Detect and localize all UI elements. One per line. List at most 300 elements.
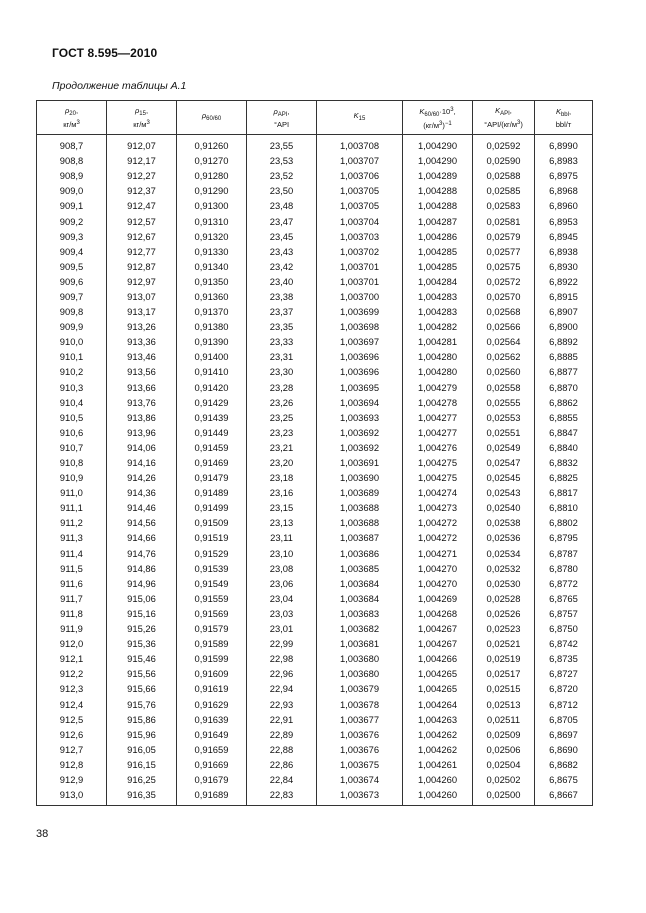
cell-rho20: 910,8 bbox=[37, 455, 107, 470]
table-row bbox=[37, 712, 593, 727]
cell-rho20: 909,4 bbox=[37, 244, 107, 259]
cell-rho15: 915,56 bbox=[107, 666, 177, 681]
cell-k6060: 1,004261 bbox=[403, 757, 473, 772]
cell-k-api: 0,02530 bbox=[473, 576, 535, 591]
cell-k6060: 1,004272 bbox=[403, 515, 473, 530]
cell-rho15: 913,36 bbox=[107, 334, 177, 349]
cell-rho15: 913,66 bbox=[107, 380, 177, 395]
cell-k15: 1,003677 bbox=[317, 712, 403, 727]
cell-rho-api: 23,50 bbox=[247, 183, 317, 198]
cell-k15: 1,003673 bbox=[317, 787, 403, 806]
cell-rho-api: 23,55 bbox=[247, 135, 317, 154]
cell-k-bbl: 6,8960 bbox=[535, 198, 593, 213]
cell-k-bbl: 6,8667 bbox=[535, 787, 593, 806]
cell-rho6060: 0,91300 bbox=[177, 198, 247, 213]
cell-k15: 1,003681 bbox=[317, 636, 403, 651]
cell-k6060: 1,004277 bbox=[403, 425, 473, 440]
table-row bbox=[37, 198, 593, 213]
cell-k-bbl: 6,8750 bbox=[535, 621, 593, 636]
cell-k6060: 1,004262 bbox=[403, 727, 473, 742]
cell-rho20: 912,5 bbox=[37, 712, 107, 727]
cell-rho6060: 0,91649 bbox=[177, 727, 247, 742]
cell-k-api: 0,02528 bbox=[473, 591, 535, 606]
cell-k6060: 1,004264 bbox=[403, 696, 473, 711]
cell-rho20: 913,0 bbox=[37, 787, 107, 806]
cell-rho-api: 22,83 bbox=[247, 787, 317, 806]
cell-k-bbl: 6,8870 bbox=[535, 380, 593, 395]
cell-rho20: 912,8 bbox=[37, 757, 107, 772]
table-row bbox=[37, 289, 593, 304]
table-row bbox=[37, 334, 593, 349]
cell-k6060: 1,004287 bbox=[403, 213, 473, 228]
cell-rho20: 911,0 bbox=[37, 485, 107, 500]
cell-rho20: 910,9 bbox=[37, 470, 107, 485]
cell-k-api: 0,02511 bbox=[473, 712, 535, 727]
cell-k-api: 0,02562 bbox=[473, 349, 535, 364]
cell-rho15: 912,77 bbox=[107, 244, 177, 259]
cell-rho20: 912,3 bbox=[37, 681, 107, 696]
cell-rho15: 915,96 bbox=[107, 727, 177, 742]
table-row bbox=[37, 727, 593, 742]
cell-rho6060: 0,91629 bbox=[177, 696, 247, 711]
cell-k-bbl: 6,8885 bbox=[535, 349, 593, 364]
table-row bbox=[37, 395, 593, 410]
cell-k6060: 1,004280 bbox=[403, 364, 473, 379]
cell-rho15: 912,07 bbox=[107, 135, 177, 154]
cell-rho-api: 23,52 bbox=[247, 168, 317, 183]
density-table bbox=[36, 100, 593, 806]
cell-rho20: 912,9 bbox=[37, 772, 107, 787]
cell-rho20: 912,1 bbox=[37, 651, 107, 666]
cell-k-api: 0,02500 bbox=[473, 787, 535, 806]
cell-k-bbl: 6,8877 bbox=[535, 364, 593, 379]
cell-rho20: 908,9 bbox=[37, 168, 107, 183]
cell-k15: 1,003678 bbox=[317, 696, 403, 711]
cell-rho15: 915,46 bbox=[107, 651, 177, 666]
cell-rho-api: 23,16 bbox=[247, 485, 317, 500]
cell-rho15: 915,26 bbox=[107, 621, 177, 636]
cell-rho20: 909,2 bbox=[37, 213, 107, 228]
cell-rho6060: 0,91310 bbox=[177, 213, 247, 228]
cell-rho-api: 22,99 bbox=[247, 636, 317, 651]
cell-k-api: 0,02568 bbox=[473, 304, 535, 319]
cell-k-api: 0,02558 bbox=[473, 380, 535, 395]
cell-k6060: 1,004281 bbox=[403, 334, 473, 349]
cell-rho-api: 23,45 bbox=[247, 229, 317, 244]
header-rho20: $\rho_{20}$, $кг/м^3$ bbox=[37, 101, 107, 135]
cell-k6060: 1,004272 bbox=[403, 530, 473, 545]
cell-k15: 1,003685 bbox=[317, 561, 403, 576]
table-row bbox=[37, 168, 593, 183]
table-row bbox=[37, 681, 593, 696]
cell-rho15: 912,17 bbox=[107, 153, 177, 168]
cell-rho15: 914,46 bbox=[107, 500, 177, 515]
cell-rho6060: 0,91360 bbox=[177, 289, 247, 304]
cell-rho6060: 0,91439 bbox=[177, 410, 247, 425]
table-row bbox=[37, 244, 593, 259]
cell-k-bbl: 6,8990 bbox=[535, 135, 593, 154]
cell-k-bbl: 6,8682 bbox=[535, 757, 593, 772]
cell-k15: 1,003675 bbox=[317, 757, 403, 772]
cell-k-api: 0,02523 bbox=[473, 621, 535, 636]
cell-k15: 1,003708 bbox=[317, 135, 403, 154]
table-row bbox=[37, 561, 593, 576]
cell-rho-api: 23,42 bbox=[247, 259, 317, 274]
table-row bbox=[37, 515, 593, 530]
cell-k-bbl: 6,8922 bbox=[535, 274, 593, 289]
cell-rho15: 916,05 bbox=[107, 742, 177, 757]
cell-rho20: 911,2 bbox=[37, 515, 107, 530]
cell-rho-api: 23,28 bbox=[247, 380, 317, 395]
cell-rho6060: 0,91579 bbox=[177, 621, 247, 636]
cell-rho-api: 23,33 bbox=[247, 334, 317, 349]
cell-k6060: 1,004279 bbox=[403, 380, 473, 395]
cell-k6060: 1,004283 bbox=[403, 289, 473, 304]
cell-rho-api: 23,31 bbox=[247, 349, 317, 364]
header-k-bbl: $K_{bbl}$, bbl/т bbox=[535, 101, 593, 135]
cell-rho-api: 22,86 bbox=[247, 757, 317, 772]
cell-rho6060: 0,91639 bbox=[177, 712, 247, 727]
header-k-api: $K_{API}$, $^\circ API/(кг/м^3)$ bbox=[473, 101, 535, 135]
cell-rho20: 909,5 bbox=[37, 259, 107, 274]
cell-k6060: 1,004267 bbox=[403, 621, 473, 636]
cell-rho15: 914,86 bbox=[107, 561, 177, 576]
cell-rho-api: 23,53 bbox=[247, 153, 317, 168]
cell-k15: 1,003686 bbox=[317, 546, 403, 561]
cell-k6060: 1,004269 bbox=[403, 591, 473, 606]
cell-k15: 1,003688 bbox=[317, 500, 403, 515]
cell-rho20: 912,6 bbox=[37, 727, 107, 742]
table-row bbox=[37, 757, 593, 772]
cell-k-bbl: 6,8907 bbox=[535, 304, 593, 319]
cell-k-bbl: 6,8945 bbox=[535, 229, 593, 244]
cell-k15: 1,003700 bbox=[317, 289, 403, 304]
table-row bbox=[37, 636, 593, 651]
cell-k-bbl: 6,8795 bbox=[535, 530, 593, 545]
cell-k-bbl: 6,8900 bbox=[535, 319, 593, 334]
cell-k6060: 1,004288 bbox=[403, 198, 473, 213]
cell-k-api: 0,02502 bbox=[473, 772, 535, 787]
cell-rho6060: 0,91270 bbox=[177, 153, 247, 168]
cell-rho20: 910,6 bbox=[37, 425, 107, 440]
cell-rho6060: 0,91659 bbox=[177, 742, 247, 757]
cell-rho6060: 0,91669 bbox=[177, 757, 247, 772]
cell-k-bbl: 6,8780 bbox=[535, 561, 593, 576]
table-row bbox=[37, 213, 593, 228]
cell-k15: 1,003680 bbox=[317, 666, 403, 681]
table-row bbox=[37, 274, 593, 289]
cell-rho15: 915,86 bbox=[107, 712, 177, 727]
table-row bbox=[37, 440, 593, 455]
table-row bbox=[37, 183, 593, 198]
cell-k-bbl: 6,8832 bbox=[535, 455, 593, 470]
cell-k-api: 0,02526 bbox=[473, 606, 535, 621]
cell-k-api: 0,02513 bbox=[473, 696, 535, 711]
table-row bbox=[37, 135, 593, 154]
cell-k15: 1,003703 bbox=[317, 229, 403, 244]
cell-rho15: 914,16 bbox=[107, 455, 177, 470]
cell-rho6060: 0,91689 bbox=[177, 787, 247, 806]
cell-rho-api: 23,13 bbox=[247, 515, 317, 530]
cell-rho6060: 0,91410 bbox=[177, 364, 247, 379]
cell-rho-api: 23,18 bbox=[247, 470, 317, 485]
cell-k15: 1,003702 bbox=[317, 244, 403, 259]
cell-rho6060: 0,91619 bbox=[177, 681, 247, 696]
cell-k15: 1,003696 bbox=[317, 349, 403, 364]
cell-k-api: 0,02545 bbox=[473, 470, 535, 485]
page-number: 38 bbox=[36, 828, 49, 840]
table-row bbox=[37, 591, 593, 606]
cell-rho20: 908,8 bbox=[37, 153, 107, 168]
cell-rho20: 909,6 bbox=[37, 274, 107, 289]
cell-k15: 1,003693 bbox=[317, 410, 403, 425]
cell-k15: 1,003676 bbox=[317, 727, 403, 742]
cell-k-bbl: 6,8727 bbox=[535, 666, 593, 681]
cell-rho20: 911,1 bbox=[37, 500, 107, 515]
cell-k15: 1,003699 bbox=[317, 304, 403, 319]
cell-k6060: 1,004260 bbox=[403, 787, 473, 806]
cell-rho6060: 0,91350 bbox=[177, 274, 247, 289]
cell-rho15: 914,66 bbox=[107, 530, 177, 545]
table-row bbox=[37, 485, 593, 500]
cell-rho20: 910,4 bbox=[37, 395, 107, 410]
cell-k6060: 1,004283 bbox=[403, 304, 473, 319]
cell-rho6060: 0,91390 bbox=[177, 334, 247, 349]
cell-k6060: 1,004267 bbox=[403, 636, 473, 651]
cell-rho6060: 0,91559 bbox=[177, 591, 247, 606]
cell-rho6060: 0,91449 bbox=[177, 425, 247, 440]
cell-rho6060: 0,91380 bbox=[177, 319, 247, 334]
cell-rho-api: 22,88 bbox=[247, 742, 317, 757]
cell-k6060: 1,004286 bbox=[403, 229, 473, 244]
cell-k6060: 1,004266 bbox=[403, 651, 473, 666]
cell-rho6060: 0,91429 bbox=[177, 395, 247, 410]
cell-k-api: 0,02549 bbox=[473, 440, 535, 455]
cell-k-api: 0,02555 bbox=[473, 395, 535, 410]
cell-k6060: 1,004278 bbox=[403, 395, 473, 410]
cell-rho20: 911,8 bbox=[37, 606, 107, 621]
table-row bbox=[37, 410, 593, 425]
cell-k-bbl: 6,8930 bbox=[535, 259, 593, 274]
cell-k-bbl: 6,8817 bbox=[535, 485, 593, 500]
cell-rho15: 912,57 bbox=[107, 213, 177, 228]
cell-k15: 1,003701 bbox=[317, 259, 403, 274]
cell-k6060: 1,004290 bbox=[403, 153, 473, 168]
cell-k6060: 1,004277 bbox=[403, 410, 473, 425]
cell-rho15: 913,96 bbox=[107, 425, 177, 440]
cell-k-api: 0,02536 bbox=[473, 530, 535, 545]
table-row bbox=[37, 666, 593, 681]
cell-rho15: 912,87 bbox=[107, 259, 177, 274]
cell-k-api: 0,02579 bbox=[473, 229, 535, 244]
cell-rho15: 913,86 bbox=[107, 410, 177, 425]
table-row bbox=[37, 259, 593, 274]
cell-rho6060: 0,91609 bbox=[177, 666, 247, 681]
cell-k-bbl: 6,8765 bbox=[535, 591, 593, 606]
cell-k15: 1,003704 bbox=[317, 213, 403, 228]
cell-k-bbl: 6,8968 bbox=[535, 183, 593, 198]
cell-rho-api: 23,03 bbox=[247, 606, 317, 621]
cell-rho20: 910,2 bbox=[37, 364, 107, 379]
cell-rho-api: 23,47 bbox=[247, 213, 317, 228]
cell-rho6060: 0,91320 bbox=[177, 229, 247, 244]
table-row bbox=[37, 576, 593, 591]
cell-rho-api: 23,38 bbox=[247, 289, 317, 304]
cell-k6060: 1,004290 bbox=[403, 135, 473, 154]
standard-title: ГОСТ 8.595—2010 bbox=[52, 46, 158, 60]
cell-k-api: 0,02560 bbox=[473, 364, 535, 379]
cell-k6060: 1,004285 bbox=[403, 244, 473, 259]
cell-rho20: 910,1 bbox=[37, 349, 107, 364]
cell-rho-api: 22,93 bbox=[247, 696, 317, 711]
cell-k15: 1,003692 bbox=[317, 425, 403, 440]
cell-k-bbl: 6,8712 bbox=[535, 696, 593, 711]
cell-k15: 1,003701 bbox=[317, 274, 403, 289]
cell-rho-api: 23,43 bbox=[247, 244, 317, 259]
cell-k-api: 0,02504 bbox=[473, 757, 535, 772]
cell-rho-api: 23,35 bbox=[247, 319, 317, 334]
table-row bbox=[37, 319, 593, 334]
cell-rho6060: 0,91569 bbox=[177, 606, 247, 621]
cell-rho-api: 22,96 bbox=[247, 666, 317, 681]
cell-rho20: 912,7 bbox=[37, 742, 107, 757]
cell-k15: 1,003682 bbox=[317, 621, 403, 636]
table-row bbox=[37, 229, 593, 244]
cell-k15: 1,003692 bbox=[317, 440, 403, 455]
cell-k-bbl: 6,8892 bbox=[535, 334, 593, 349]
header-k6060: $K_{60/60}\cdot 10^3$, $(кг/м^3)^{-1}$ bbox=[403, 101, 473, 135]
cell-rho15: 915,36 bbox=[107, 636, 177, 651]
cell-k-api: 0,02551 bbox=[473, 425, 535, 440]
table-row bbox=[37, 772, 593, 787]
table-row bbox=[37, 500, 593, 515]
cell-k15: 1,003688 bbox=[317, 515, 403, 530]
table-row bbox=[37, 425, 593, 440]
cell-k-bbl: 6,8675 bbox=[535, 772, 593, 787]
table-row bbox=[37, 696, 593, 711]
cell-rho15: 915,06 bbox=[107, 591, 177, 606]
cell-rho20: 909,0 bbox=[37, 183, 107, 198]
cell-rho20: 909,7 bbox=[37, 289, 107, 304]
cell-rho6060: 0,91260 bbox=[177, 135, 247, 154]
cell-rho6060: 0,91400 bbox=[177, 349, 247, 364]
header-rho15: $\rho_{15}$, $кг/м^3$ bbox=[107, 101, 177, 135]
cell-k15: 1,003707 bbox=[317, 153, 403, 168]
cell-k-bbl: 6,8735 bbox=[535, 651, 593, 666]
cell-k6060: 1,004276 bbox=[403, 440, 473, 455]
cell-rho15: 915,76 bbox=[107, 696, 177, 711]
cell-k-api: 0,02543 bbox=[473, 485, 535, 500]
cell-k-bbl: 6,8742 bbox=[535, 636, 593, 651]
cell-rho15: 914,26 bbox=[107, 470, 177, 485]
cell-rho6060: 0,91499 bbox=[177, 500, 247, 515]
cell-k-api: 0,02517 bbox=[473, 666, 535, 681]
cell-k-api: 0,02566 bbox=[473, 319, 535, 334]
cell-rho-api: 23,11 bbox=[247, 530, 317, 545]
header-k15: $K_{15}$ bbox=[317, 101, 403, 135]
header-rho-api: $\rho_{API}$, °API bbox=[247, 101, 317, 135]
cell-k6060: 1,004263 bbox=[403, 712, 473, 727]
table-row bbox=[37, 364, 593, 379]
cell-k15: 1,003676 bbox=[317, 742, 403, 757]
table-row bbox=[37, 455, 593, 470]
cell-rho20: 910,3 bbox=[37, 380, 107, 395]
cell-k-api: 0,02583 bbox=[473, 198, 535, 213]
cell-rho6060: 0,91469 bbox=[177, 455, 247, 470]
cell-rho6060: 0,91420 bbox=[177, 380, 247, 395]
cell-rho20: 911,3 bbox=[37, 530, 107, 545]
cell-k15: 1,003691 bbox=[317, 455, 403, 470]
cell-k-bbl: 6,8720 bbox=[535, 681, 593, 696]
cell-k6060: 1,004275 bbox=[403, 470, 473, 485]
cell-k-api: 0,02592 bbox=[473, 135, 535, 154]
cell-k6060: 1,004270 bbox=[403, 561, 473, 576]
cell-k6060: 1,004273 bbox=[403, 500, 473, 515]
cell-rho20: 911,5 bbox=[37, 561, 107, 576]
cell-k-bbl: 6,8705 bbox=[535, 712, 593, 727]
cell-k15: 1,003705 bbox=[317, 198, 403, 213]
cell-k-bbl: 6,8847 bbox=[535, 425, 593, 440]
cell-rho15: 914,76 bbox=[107, 546, 177, 561]
cell-k-bbl: 6,8915 bbox=[535, 289, 593, 304]
cell-k15: 1,003689 bbox=[317, 485, 403, 500]
cell-k-api: 0,02540 bbox=[473, 500, 535, 515]
cell-rho-api: 22,89 bbox=[247, 727, 317, 742]
cell-rho-api: 23,10 bbox=[247, 546, 317, 561]
cell-rho15: 913,56 bbox=[107, 364, 177, 379]
table-body bbox=[37, 135, 593, 806]
cell-rho20: 909,8 bbox=[37, 304, 107, 319]
cell-rho6060: 0,91489 bbox=[177, 485, 247, 500]
cell-rho-api: 23,48 bbox=[247, 198, 317, 213]
cell-k-api: 0,02570 bbox=[473, 289, 535, 304]
cell-rho15: 914,56 bbox=[107, 515, 177, 530]
cell-k-api: 0,02553 bbox=[473, 410, 535, 425]
cell-k6060: 1,004280 bbox=[403, 349, 473, 364]
cell-k15: 1,003694 bbox=[317, 395, 403, 410]
cell-k-bbl: 6,8840 bbox=[535, 440, 593, 455]
cell-k-bbl: 6,8953 bbox=[535, 213, 593, 228]
cell-rho20: 911,4 bbox=[37, 546, 107, 561]
cell-k15: 1,003697 bbox=[317, 334, 403, 349]
cell-k6060: 1,004282 bbox=[403, 319, 473, 334]
cell-rho6060: 0,91589 bbox=[177, 636, 247, 651]
cell-k15: 1,003684 bbox=[317, 591, 403, 606]
cell-rho-api: 23,04 bbox=[247, 591, 317, 606]
cell-k-bbl: 6,8825 bbox=[535, 470, 593, 485]
table-row bbox=[37, 787, 593, 806]
header-rho6060: $\rho_{60/60}$ bbox=[177, 101, 247, 135]
cell-rho-api: 22,91 bbox=[247, 712, 317, 727]
cell-k-api: 0,02588 bbox=[473, 168, 535, 183]
cell-k-api: 0,02577 bbox=[473, 244, 535, 259]
cell-k-bbl: 6,8975 bbox=[535, 168, 593, 183]
cell-rho15: 913,26 bbox=[107, 319, 177, 334]
cell-k-api: 0,02534 bbox=[473, 546, 535, 561]
cell-rho15: 915,16 bbox=[107, 606, 177, 621]
cell-rho6060: 0,91370 bbox=[177, 304, 247, 319]
cell-k6060: 1,004270 bbox=[403, 576, 473, 591]
cell-k-api: 0,02585 bbox=[473, 183, 535, 198]
cell-rho15: 913,46 bbox=[107, 349, 177, 364]
cell-rho20: 910,5 bbox=[37, 410, 107, 425]
cell-rho-api: 23,20 bbox=[247, 455, 317, 470]
cell-rho-api: 23,15 bbox=[247, 500, 317, 515]
cell-k15: 1,003680 bbox=[317, 651, 403, 666]
cell-k-bbl: 6,8697 bbox=[535, 727, 593, 742]
cell-k15: 1,003705 bbox=[317, 183, 403, 198]
cell-rho20: 909,9 bbox=[37, 319, 107, 334]
